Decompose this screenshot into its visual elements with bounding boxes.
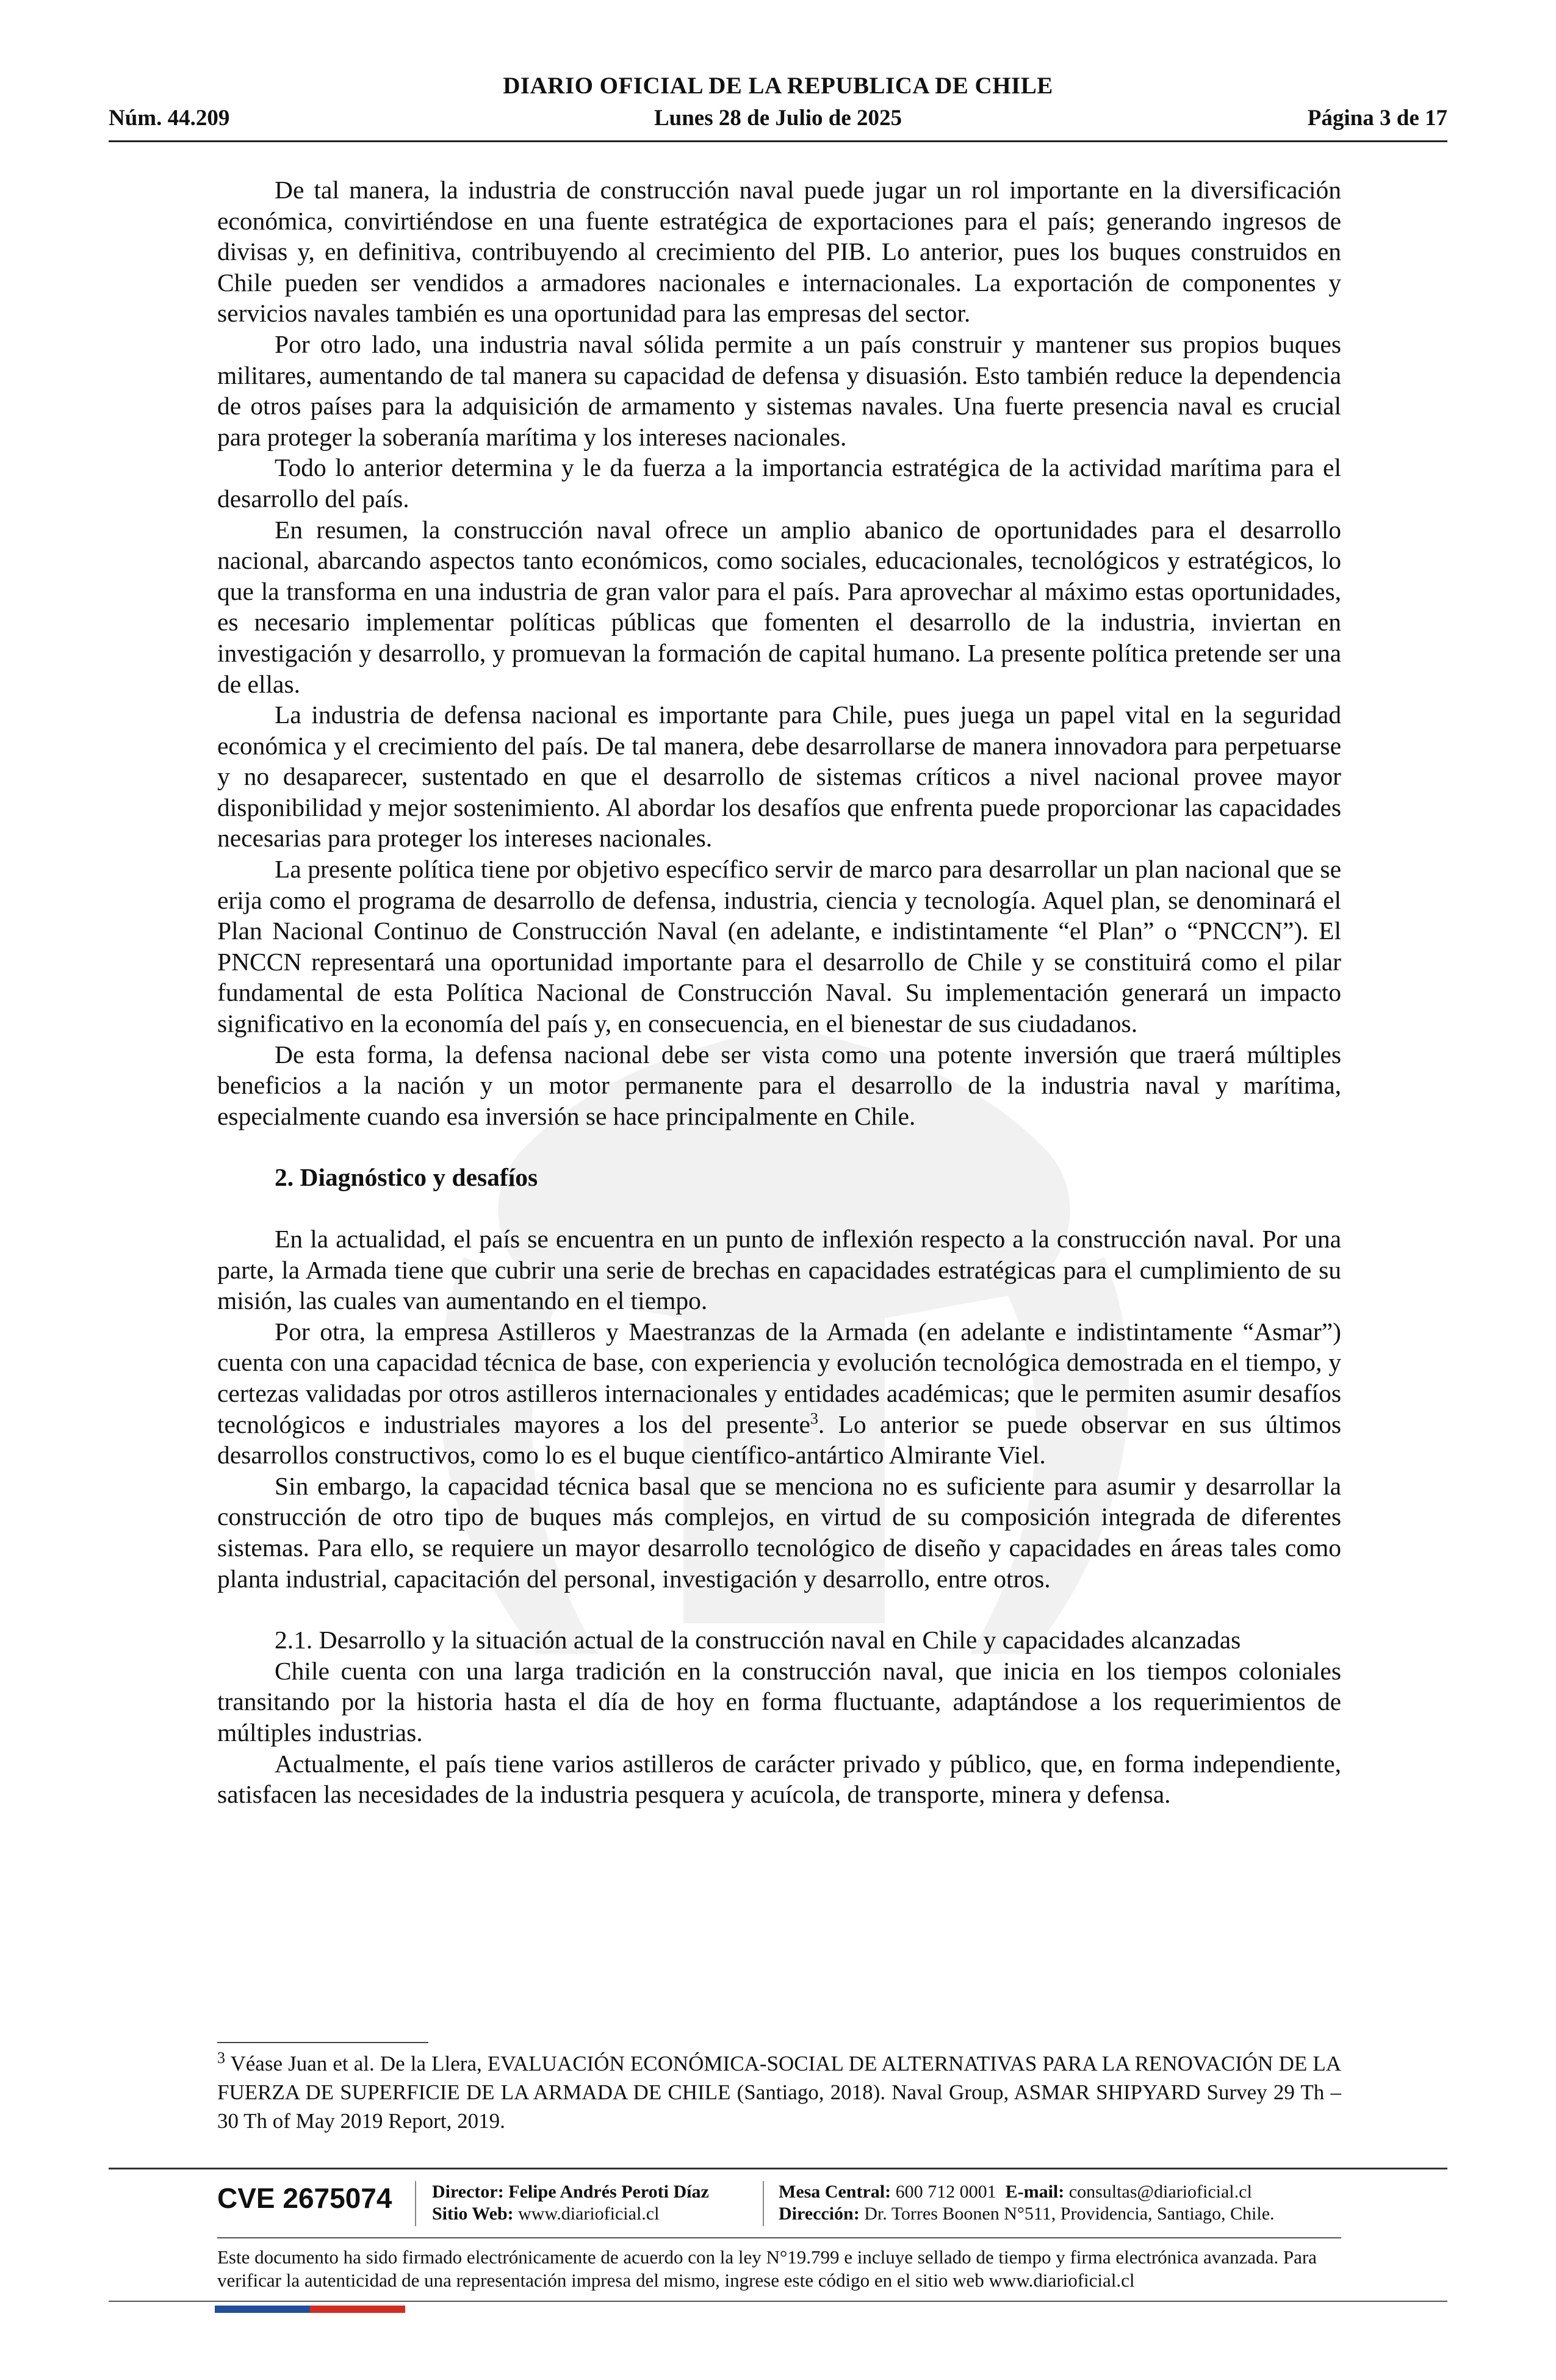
phone-number: 600 712 0001 <box>891 2182 996 2202</box>
paragraph-text: Por otra, la empresa Astilleros y Maestranzas de la Armada (en adelante e indistintamente “Asmar”) cuenta con una capacidad técnica de base, con experiencia y evolución tecnológica demostrada en el tiempo, y certezas validadas por otros astilleros internacionales y entidades académicas; que le permiten asumir desafíos tecnológicos e industriales mayores a los del presente <box>217 1317 1341 1438</box>
footnote-divider <box>217 2042 428 2043</box>
footnote-mark: 3 <box>217 2049 225 2067</box>
phone-label: Mesa Central: <box>779 2182 891 2202</box>
email-label: E-mail: <box>1005 2182 1065 2202</box>
header-divider <box>109 140 1447 142</box>
footer-divider <box>109 2301 1447 2302</box>
footnote-text: Véase Juan et al. De la Llera, EVALUACIÓN ECONÓMICA-SOCIAL DE ALTERNATIVAS PARA LA RENOVACIÓN DE LA FUERZA DE SUPERFICIE DE LA ARMADA DE CHILE (Santiago, 2018). Naval Group, ASMAR SHIPYARD Survey 29 Th – 30 Th of May 2019 Report, 2019. <box>217 2052 1341 2133</box>
legal-notice: Este documento ha sido firmado electrónicamente de acuerdo con la ley N°19.799 e incluye sellado de tiempo y firma electrónica avanzada. Para verificar la autenticidad de una representación impresa del mismo, ingrese este código en el sitio web www.diarioficial.cl <box>217 2246 1317 2291</box>
footnote-reference[interactable]: 3 <box>810 1409 818 1427</box>
body-paragraph: Sin embargo, la capacidad técnica basal que se menciona no es suficiente para asumir y desarrollar la construcción de otro tipo de buques más complejos, en virtud de su composición integrada de diferentes sistemas. Para ello, se requiere un mayor desarrollo tecnológico de diseño y capacidades en áreas tales como planta industrial, capacitación del personal, investigación y desarrollo, entre otros. <box>217 1471 1341 1593</box>
issue-number: Núm. 44.209 <box>109 106 230 131</box>
body-paragraph: Actualmente, el país tiene varios astilleros de carácter privado y público, que, en forma independiente, satisfacen las necesidades de la industria pesquera y acuícola, de transporte, minera y defensa. <box>217 1749 1341 1809</box>
director-name: Felipe Andrés Peroti Díaz <box>503 2182 709 2202</box>
spacer <box>217 1131 1341 1162</box>
body-paragraph: En resumen, la construcción naval ofrece un amplio abanico de oportunidades para el desarrollo nacional, abarcando aspectos tanto económicos, como sociales, educacionales, tecnológicos y estratégicos, lo que la transforma en una industria de gran valor para el país. Para aprovechar al máximo estas oportunidades, es necesario implementar políticas públicas que fomenten el desarrollo de la industria, inviertan en investigación y desarrollo, y promuevan la formación de capital humano. La presente política pretende ser una de ellas. <box>217 515 1341 698</box>
body-paragraph: Chile cuenta con una larga tradición en la construcción naval, que inicia en los tiempos coloniales transitando por la historia hasta el día de hoy en forma fluctuante, adaptándose a los requerimientos de múltiples industrias. <box>217 1656 1341 1747</box>
footer-divider <box>217 2237 1341 2238</box>
issue-date: Lunes 28 de Julio de 2025 <box>654 106 902 131</box>
body-paragraph: En la actualidad, el país se encuentra en un punto de inflexión respecto a la construcción naval. Por una parte, la Armada tiene que cubrir una serie de brechas en capacidades estratégicas para el cumplimiento de su misión, las cuales van aumentando en el tiempo. <box>217 1225 1341 1315</box>
flag-stripe <box>215 2306 405 2313</box>
document-body <box>217 175 1341 1810</box>
footer-separator <box>415 2181 416 2226</box>
spacer <box>217 1594 1341 1625</box>
subsection-heading: 2.1. Desarrollo y la situación actual de la construcción naval en Chile y capacidades alcanzadas <box>275 1626 1241 1654</box>
website-link[interactable]: www.diarioficial.cl <box>513 2204 660 2224</box>
body-paragraph: De tal manera, la industria de construcción naval puede jugar un rol importante en la diversificación económica, convirtiéndose en una fuente estratégica de exportaciones para el país; generando ingresos de divisas y, en definitiva, contribuyendo al crecimiento del PIB. Lo anterior, pues los buques construidos en Chile pueden ser vendidos a armadores nacionales e internacionales. La exportación de componentes y servicios navales también es una oportunidad para las empresas del sector. <box>217 176 1341 328</box>
email-link[interactable]: consultas@diarioficial.cl <box>1064 2182 1252 2202</box>
flag-blue-segment <box>215 2306 310 2313</box>
flag-red-segment <box>310 2306 405 2313</box>
body-paragraph: De esta forma, la defensa nacional debe ser vista como una potente inversión que traerá múltiples beneficios a la nación y un motor permanente para el desarrollo de la industria naval y marítima, especialmente cuando esa inversión se hace principalmente en Chile. <box>217 1040 1341 1130</box>
page-header <box>109 72 1447 145</box>
body-paragraph: La industria de defensa nacional es importante para Chile, pues juega un papel vital en la seguridad económica y el crecimiento del país. De tal manera, debe desarrollarse de manera innovadora para perpetuarse y no desaparecer, sustentado en que el desarrollo de sistemas críticos a nivel nacional provee mayor disponibilidad y mejor sostenimiento. Al abordar los desafíos que enfrenta puede proporcionar las capacidades necesarias para proteger los intereses nacionales. <box>217 701 1341 853</box>
body-paragraph: Por otro lado, una industria naval sólida permite a un país construir y mantener sus propios buques militares, aumentando de tal manera su capacidad de defensa y disuasión. Esto también reduce la dependencia de otros países para la adquisición de armamento y sistemas navales. Una fuerte presencia naval es crucial para proteger la soberanía marítima y los intereses nacionales. <box>217 330 1341 451</box>
cve-code: CVE 2675074 <box>217 2182 392 2214</box>
website-label: Sitio Web: <box>432 2204 514 2224</box>
address-line <box>779 2203 1275 2225</box>
footer-separator <box>763 2181 764 2226</box>
footer-director-block <box>432 2181 709 2225</box>
body-paragraph: Todo lo anterior determina y le da fuerza a la importancia estratégica de la actividad marítima para el desarrollo del país. <box>217 453 1341 513</box>
footnote <box>217 2049 1341 2135</box>
address-label: Dirección: <box>779 2204 860 2224</box>
body-paragraph <box>217 1316 1341 1471</box>
website-line <box>432 2203 709 2225</box>
body-paragraph: La presente política tiene por objetivo específico servir de marco para desarrollar un plan nacional que se erija como el programa de desarrollo de defensa, industria, ciencia y tecnología. Aquel plan, se denominará el Plan Nacional Continuo de Construcción Naval (en adelante, e indistintamente “el Plan” o “PNCCN”). El PNCCN representará una oportunidad importante para el desarrollo de Chile y se constituirá como el pilar fundamental de esta Política Nacional de Construcción Naval. Su implementación generará un impacto significativo en la economía del país y, en consecuencia, en el bienestar de sus ciudadanos. <box>217 855 1341 1038</box>
director-label: Director: <box>432 2182 504 2202</box>
section-heading: 2. Diagnóstico y desafíos <box>275 1163 538 1192</box>
footer-contact-block <box>779 2181 1275 2225</box>
footer-divider <box>109 2168 1447 2169</box>
contact-line <box>779 2181 1275 2203</box>
page-number: Página 3 de 17 <box>1307 106 1447 131</box>
header-info-row <box>109 105 1447 135</box>
spacer <box>217 1193 1341 1224</box>
gazette-title: DIARIO OFICIAL DE LA REPUBLICA DE CHILE <box>503 73 1053 99</box>
director-line <box>432 2181 709 2203</box>
paragraph-text: . Lo anterior se puede observar en sus últimos desarrollos constructivos, como lo es el buque científico-antártico Almirante Viel. <box>217 1410 1341 1469</box>
address-text: Dr. Torres Boonen N°511, Providencia, Santiago, Chile. <box>859 2204 1275 2224</box>
